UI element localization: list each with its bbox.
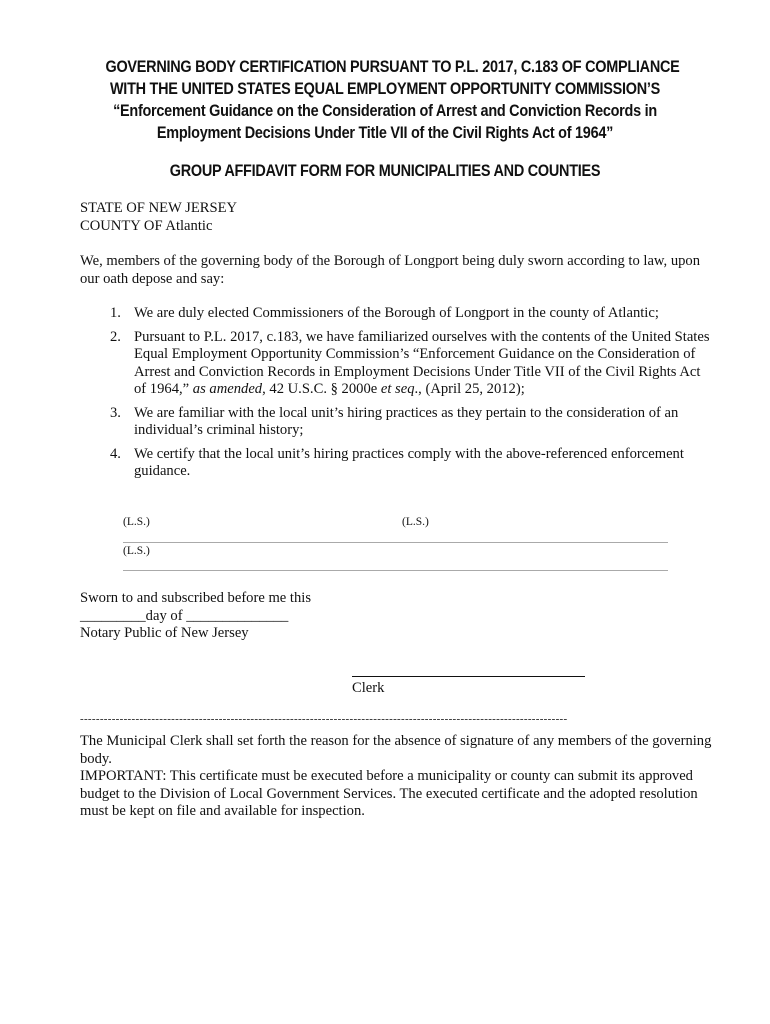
notary-label: Notary Public of New Jersey	[80, 625, 249, 641]
sworn-date-line: _________day of ______________	[80, 607, 289, 624]
notary-block	[80, 590, 311, 643]
item-text: We are familiar with the local unit’s hiring practices as they pertain to the consideration of an individual’s criminal history;	[134, 404, 679, 438]
clerk-signature-line[interactable]	[352, 676, 585, 677]
absence-note: The Municipal Clerk shall set forth the reason for the absence of signature of any members of the governing body.	[80, 733, 712, 767]
divider: ---------------------------------------------------------------------------------------------------------------------------	[80, 713, 568, 725]
form-subtitle: GROUP AFFIDAVIT FORM FOR MUNICIPALITIES AND COUNTIES	[169, 161, 601, 180]
venue-county: COUNTY OF Atlantic	[80, 217, 213, 234]
item-number: 4.	[110, 445, 121, 462]
title-line-2: WITH THE UNITED STATES EQUAL EMPLOYMENT OPPORTUNITY COMMISSION’S	[109, 79, 661, 98]
item-text: We certify that the local unit’s hiring practices comply with the above-referenced enforcement guidance.	[134, 445, 684, 479]
signature-seal-2: (L.S.)	[402, 516, 429, 528]
venue-block	[80, 200, 237, 235]
title-line-4: Employment Decisions Under Title VII of the Civil Rights Act of 1964”	[156, 123, 614, 142]
item-text: Pursuant to P.L. 2017, c.183, we have familiarized ourselves with the contents of the United States Equal Employment Opportunity Commission’s “Enforcement Guidance on the Consideration of Arrest and Conviction Records in Employment Decisions Under Title VII of the Civil Rights Act of 1964,” as amended, 42 U.S.C. § 2000e et seq., (April 25, 2012);	[134, 328, 710, 397]
signature-line-1[interactable]	[123, 542, 668, 543]
item-number: 1.	[110, 305, 121, 321]
sworn-line: Sworn to and subscribed before me this	[80, 590, 312, 606]
intro-paragraph: We, members of the governing body of the Borough of Longport being duly sworn according to law, upon our oath depose and say:	[80, 253, 701, 287]
item-number: 2.	[110, 328, 121, 345]
signature-line-2[interactable]	[123, 570, 668, 571]
item-text: We are duly elected Commissioners of the Borough of Longport in the county of Atlantic;	[134, 305, 659, 321]
document-title	[105, 56, 680, 144]
clerk-label: Clerk	[352, 680, 385, 696]
item-number: 3.	[110, 404, 121, 421]
important-note: IMPORTANT: This certificate must be executed before a municipality or county can submit its approved budget to the Division of Local Government Services. The executed certificate and the adopted resolution must be kept on file and available for inspection.	[80, 768, 698, 819]
title-line-3: “Enforcement Guidance on the Consideration of Arrest and Conviction Records in	[113, 101, 657, 120]
signature-seal-1: (L.S.)	[123, 516, 150, 528]
list-item	[80, 446, 710, 481]
notes-block	[80, 733, 713, 821]
list-item	[80, 329, 710, 399]
venue-state: STATE OF NEW JERSEY	[80, 200, 238, 216]
list-item	[80, 405, 710, 440]
affidavit-items	[80, 305, 710, 487]
signature-seal-3: (L.S.)	[123, 545, 150, 557]
list-item	[80, 305, 710, 323]
title-line-1: GOVERNING BODY CERTIFICATION PURSUANT TO P.L. 2017, C.183 OF COMPLIANCE	[105, 57, 680, 76]
